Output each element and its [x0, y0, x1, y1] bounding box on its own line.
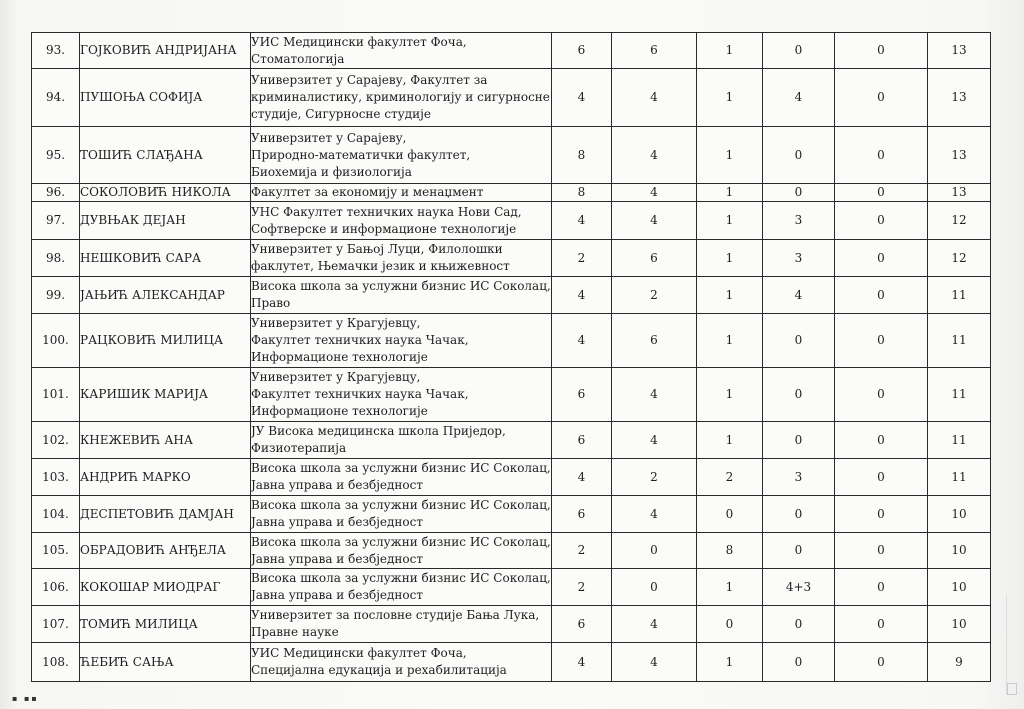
- row-number: 105.: [32, 533, 80, 569]
- table-row: [32, 202, 991, 240]
- institution-line: Јавна управа и безбједност: [251, 588, 424, 602]
- score-3: 1: [697, 127, 763, 184]
- institution-line: Софтверске и информационе технологије: [251, 221, 517, 236]
- institution-cell: [251, 643, 552, 682]
- institution-line: Универзитет у Крагујевцу,: [251, 316, 421, 330]
- table-row: [32, 643, 991, 682]
- total-score: 10: [928, 569, 991, 606]
- institution-line: Универзитет у Бањој Луци, Филолошки: [251, 242, 503, 256]
- table-row: [32, 533, 991, 569]
- table-row: [32, 459, 991, 496]
- table-row: [32, 33, 991, 69]
- candidate-name: ЈАЊИЋ АЛЕКСАНДАР: [80, 277, 251, 314]
- candidate-name: ЋЕБИЋ САЊА: [80, 643, 251, 682]
- institution-cell: [251, 569, 552, 606]
- institution-line: Информационе технологије: [251, 404, 428, 418]
- institution-line: Висока школа за услужни бизнис ИС Соколац,: [251, 279, 551, 293]
- row-number: 94.: [32, 69, 80, 127]
- row-number: 106.: [32, 569, 80, 606]
- institution-line: Природно-математички факултет,: [251, 147, 471, 162]
- row-number: 103.: [32, 459, 80, 496]
- row-number: 98.: [32, 240, 80, 277]
- total-score: 11: [928, 368, 991, 422]
- row-number: 101.: [32, 368, 80, 422]
- institution-line: Факултет техничких наука Чачак,: [251, 333, 469, 347]
- institution-line: УИС Медицински факултет Фоча,: [251, 34, 467, 49]
- score-1: 4: [552, 314, 612, 368]
- institution-cell: [251, 533, 552, 569]
- table-row: [32, 368, 991, 422]
- candidate-name: КНЕЖЕВИЋ АНА: [80, 422, 251, 459]
- score-5: 0: [835, 240, 928, 277]
- institution-line: Физиотерапија: [251, 441, 347, 455]
- total-score: 10: [928, 496, 991, 533]
- institution-line: УИС Медицински факултет Фоча,: [251, 646, 467, 660]
- score-5: 0: [835, 314, 928, 368]
- candidate-name: ОБРАДОВИЋ АНЂЕЛА: [80, 533, 251, 569]
- institution-line: Право: [251, 296, 291, 310]
- table-row: [32, 569, 991, 606]
- candidate-name: ГОЈКОВИЋ АНДРИЈАНА: [80, 33, 251, 69]
- score-5: 0: [835, 368, 928, 422]
- candidate-name: АНДРИЋ МАРКО: [80, 459, 251, 496]
- score-5: 0: [835, 569, 928, 606]
- score-3: 1: [697, 422, 763, 459]
- candidate-name: ДУВЊАК ДЕЈАН: [80, 202, 251, 240]
- institution-line: Правне науке: [251, 625, 339, 639]
- total-score: 9: [928, 643, 991, 682]
- score-4: 3: [763, 459, 835, 496]
- score-1: 2: [552, 533, 612, 569]
- institution-cell: [251, 314, 552, 368]
- row-number: 107.: [32, 606, 80, 643]
- row-number: 95.: [32, 127, 80, 184]
- candidate-name: СОКОЛОВИЋ НИКОЛА: [80, 184, 251, 202]
- table-row: [32, 314, 991, 368]
- candidate-name: НЕШКОВИЋ САРА: [80, 240, 251, 277]
- score-4: 0: [763, 368, 835, 422]
- candidate-name: ПУШОЊА СОФИЈА: [80, 69, 251, 127]
- total-score: 10: [928, 606, 991, 643]
- score-3: 1: [697, 643, 763, 682]
- score-3: 2: [697, 459, 763, 496]
- score-2: 4: [612, 606, 697, 643]
- score-1: 2: [552, 569, 612, 606]
- score-2: 4: [612, 422, 697, 459]
- candidate-name: КОКОШАР МИОДРАГ: [80, 569, 251, 606]
- institution-cell: [251, 184, 552, 202]
- score-2: 0: [612, 533, 697, 569]
- institution-cell: [251, 422, 552, 459]
- institution-cell: [251, 496, 552, 533]
- score-3: 8: [697, 533, 763, 569]
- institution-cell: [251, 127, 552, 184]
- score-2: 2: [612, 459, 697, 496]
- institution-line: Висока школа за услужни бизнис ИС Соколац,: [251, 498, 551, 512]
- score-2: 6: [612, 314, 697, 368]
- institution-line: Универзитет у Сарајеву,: [251, 130, 407, 145]
- score-5: 0: [835, 33, 928, 69]
- institution-cell: [251, 240, 552, 277]
- institution-line: Факултет техничких наука Чачак,: [251, 387, 469, 401]
- score-3: 1: [697, 569, 763, 606]
- scanner-watermark-icon: [1006, 595, 1017, 695]
- score-5: 0: [835, 184, 928, 202]
- score-4: 4: [763, 277, 835, 314]
- total-score: 11: [928, 459, 991, 496]
- score-1: 4: [552, 643, 612, 682]
- institution-line: Јавна управа и безбједност: [251, 515, 424, 529]
- total-score: 10: [928, 533, 991, 569]
- total-score: 11: [928, 277, 991, 314]
- score-1: 8: [552, 184, 612, 202]
- score-4: 0: [763, 533, 835, 569]
- row-number: 93.: [32, 33, 80, 69]
- score-4: 0: [763, 314, 835, 368]
- total-score: 13: [928, 127, 991, 184]
- score-2: 2: [612, 277, 697, 314]
- score-3: 1: [697, 314, 763, 368]
- score-4: 4+3: [763, 569, 835, 606]
- score-3: 1: [697, 240, 763, 277]
- institution-line: Универзитет у Крагујевцу,: [251, 370, 421, 384]
- score-3: 1: [697, 202, 763, 240]
- row-number: 96.: [32, 184, 80, 202]
- ranking-table: [31, 32, 991, 682]
- institution-line: Висока школа за услужни бизнис ИС Соколац,: [251, 461, 551, 475]
- row-number: 97.: [32, 202, 80, 240]
- institution-line: Биохемија и физиологија: [251, 164, 412, 179]
- score-1: 4: [552, 459, 612, 496]
- score-5: 0: [835, 277, 928, 314]
- score-2: 4: [612, 127, 697, 184]
- institution-cell: [251, 368, 552, 422]
- score-5: 0: [835, 643, 928, 682]
- score-1: 6: [552, 606, 612, 643]
- row-number: 104.: [32, 496, 80, 533]
- row-number: 99.: [32, 277, 80, 314]
- score-1: 4: [552, 69, 612, 127]
- row-number: 100.: [32, 314, 80, 368]
- candidate-name: КАРИШИК МАРИЈА: [80, 368, 251, 422]
- candidate-name: ТОШИЋ СЛАЂАНА: [80, 127, 251, 184]
- institution-line: Универзитет у Сарајеву, Факултет за: [251, 73, 488, 87]
- score-2: 6: [612, 240, 697, 277]
- score-1: 2: [552, 240, 612, 277]
- institution-line: факлутет, Њемачки језик и књижевност: [251, 259, 510, 273]
- score-4: 0: [763, 606, 835, 643]
- table-row: [32, 606, 991, 643]
- table-row: [32, 496, 991, 533]
- score-1: 4: [552, 202, 612, 240]
- table-row: [32, 277, 991, 314]
- score-3: 1: [697, 184, 763, 202]
- score-2: 4: [612, 496, 697, 533]
- table-row: [32, 127, 991, 184]
- score-1: 8: [552, 127, 612, 184]
- institution-line: Јавна управа и безбједност: [251, 551, 424, 566]
- scan-artifact: ▪ ▪▪: [12, 694, 39, 703]
- score-5: 0: [835, 533, 928, 569]
- score-3: 1: [697, 33, 763, 69]
- table-row: [32, 69, 991, 127]
- score-5: 0: [835, 69, 928, 127]
- institution-line: Стоматологија: [251, 51, 345, 66]
- institution-line: студије, Сигурносне студије: [251, 107, 431, 121]
- institution-cell: [251, 69, 552, 127]
- score-4: 0: [763, 496, 835, 533]
- score-1: 6: [552, 368, 612, 422]
- score-1: 6: [552, 33, 612, 69]
- institution-cell: [251, 202, 552, 240]
- institution-line: Јавна управа и безбједност: [251, 478, 424, 492]
- institution-line: Универзитет за пословне студије Бања Лука,: [251, 608, 540, 622]
- score-5: 0: [835, 459, 928, 496]
- institution-line: криминалистику, криминологију и сигурносне: [251, 90, 550, 104]
- institution-cell: [251, 459, 552, 496]
- score-3: 0: [697, 606, 763, 643]
- score-5: 0: [835, 496, 928, 533]
- score-2: 4: [612, 202, 697, 240]
- score-4: 0: [763, 127, 835, 184]
- score-5: 0: [835, 127, 928, 184]
- total-score: 13: [928, 184, 991, 202]
- candidate-name: ТОМИЋ МИЛИЦА: [80, 606, 251, 643]
- score-4: 3: [763, 240, 835, 277]
- table-row: [32, 422, 991, 459]
- row-number: 108.: [32, 643, 80, 682]
- institution-cell: [251, 277, 552, 314]
- institution-line: Висока школа за услужни бизнис ИС Соколац,: [251, 534, 551, 549]
- institution-cell: [251, 606, 552, 643]
- score-4: 0: [763, 184, 835, 202]
- score-2: 6: [612, 33, 697, 69]
- institution-line: Висока школа за услужни бизнис ИС Соколац,: [251, 571, 551, 585]
- score-5: 0: [835, 422, 928, 459]
- institution-cell: [251, 33, 552, 69]
- institution-line: ЈУ Висока медицинска школа Приједор,: [251, 424, 506, 438]
- candidate-name: РАЦКОВИЋ МИЛИЦА: [80, 314, 251, 368]
- score-5: 0: [835, 606, 928, 643]
- total-score: 13: [928, 69, 991, 127]
- institution-line: Специјална едукација и рехабилитација: [251, 663, 507, 677]
- score-4: 3: [763, 202, 835, 240]
- score-2: 4: [612, 184, 697, 202]
- score-1: 6: [552, 496, 612, 533]
- score-4: 0: [763, 643, 835, 682]
- institution-line: Информационе технологије: [251, 350, 428, 364]
- row-number: 102.: [32, 422, 80, 459]
- score-1: 6: [552, 422, 612, 459]
- score-3: 1: [697, 368, 763, 422]
- score-3: 1: [697, 69, 763, 127]
- score-3: 1: [697, 277, 763, 314]
- total-score: 13: [928, 33, 991, 69]
- score-2: 0: [612, 569, 697, 606]
- institution-line: Факултет за економију и менаџмент: [251, 185, 484, 199]
- score-1: 4: [552, 277, 612, 314]
- table-body: [32, 33, 991, 682]
- score-5: 0: [835, 202, 928, 240]
- score-3: 0: [697, 496, 763, 533]
- score-4: 4: [763, 69, 835, 127]
- score-2: 4: [612, 69, 697, 127]
- candidate-name: ДЕСПЕТОВИЋ ДАМЈАН: [80, 496, 251, 533]
- total-score: 11: [928, 314, 991, 368]
- score-2: 4: [612, 643, 697, 682]
- total-score: 11: [928, 422, 991, 459]
- total-score: 12: [928, 202, 991, 240]
- institution-line: УНС Факултет техничких наука Нови Сад,: [251, 204, 522, 219]
- total-score: 12: [928, 240, 991, 277]
- table-row: [32, 184, 991, 202]
- score-2: 4: [612, 368, 697, 422]
- score-4: 0: [763, 422, 835, 459]
- table-row: [32, 240, 991, 277]
- score-4: 0: [763, 33, 835, 69]
